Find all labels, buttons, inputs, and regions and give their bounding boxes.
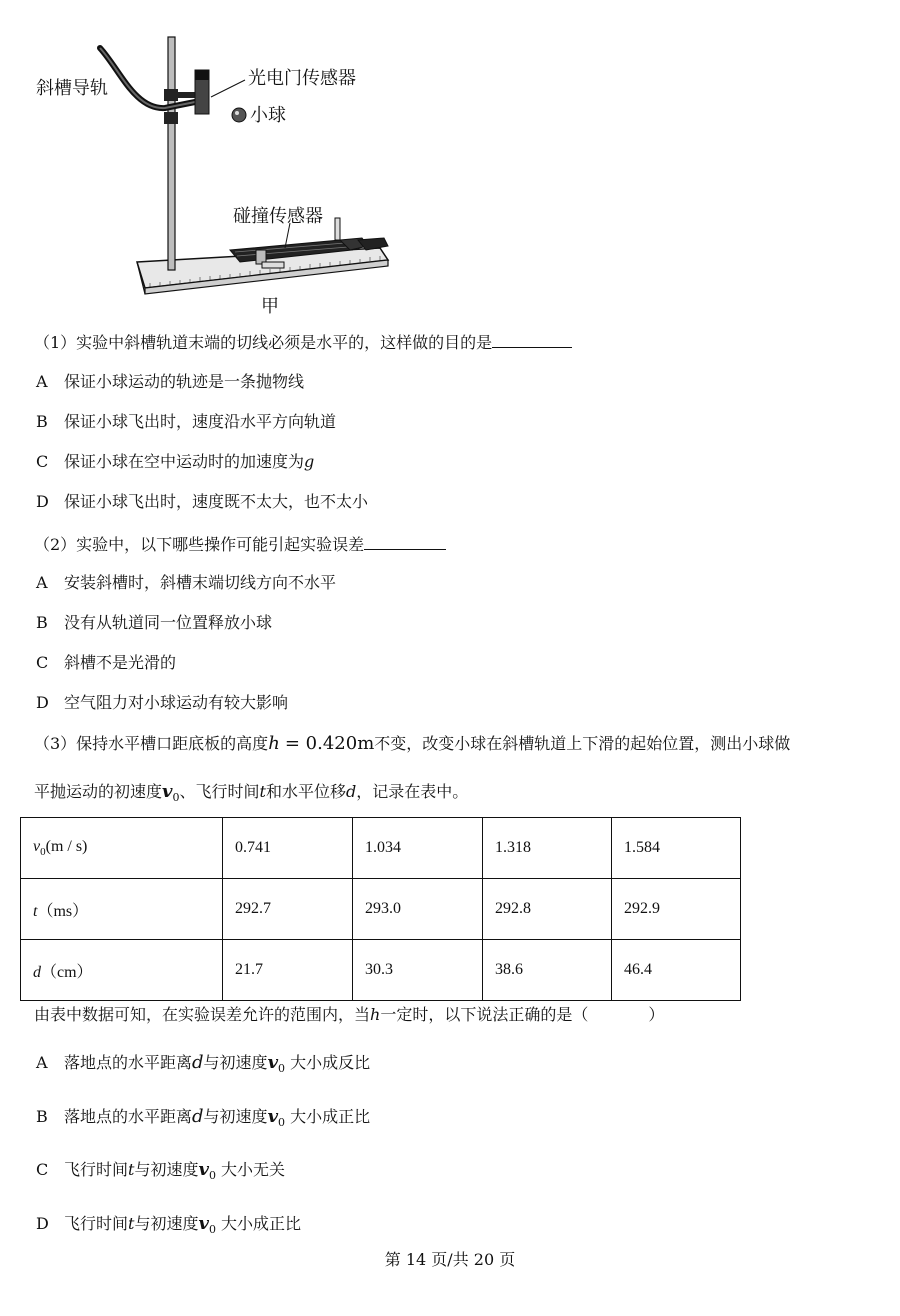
q2-stem: （2）实验中，以下哪些操作可能引起实验误差	[34, 533, 446, 556]
table-cell: 38.6	[483, 940, 612, 1001]
q3-option-a[interactable]: A 落地点的水平距离d与初速度$v_0$ 大小成反比	[36, 1052, 371, 1076]
q2-option-d[interactable]: D 空气阻力对小球运动有较大影响	[36, 693, 289, 712]
q3-conclusion: 由表中数据可知，在实验误差允许的范围内，当h一定时，以下说法正确的是（ ）	[34, 1005, 665, 1024]
q3-stem-line2: 平抛运动的初速度$v_0$、飞行时间t和水平位移d，记录在表中。	[34, 781, 469, 805]
q3-option-d[interactable]: D 飞行时间t与初速度$v_0$ 大小成正比	[36, 1213, 302, 1237]
table-row	[21, 940, 741, 1001]
q1-option-d[interactable]: D 保证小球飞出时，速度既不太大，也不太小	[36, 492, 369, 511]
label-rail: 斜槽导轨	[36, 78, 108, 99]
ball	[232, 108, 246, 122]
q1-option-a[interactable]: A 保证小球运动的轨迹是一条抛物线	[36, 372, 305, 391]
table-cell: 292.7	[223, 879, 353, 940]
table-cell: 46.4	[612, 940, 741, 1001]
q2-option-b[interactable]: B 没有从轨道同一位置释放小球	[36, 613, 273, 632]
q3-option-c[interactable]: C 飞行时间t与初速度$v_0$ 大小无关	[36, 1159, 286, 1183]
q3-option-b[interactable]: B 落地点的水平距离d与初速度$v_0$ 大小成正比	[36, 1106, 371, 1130]
table-cell: 1.584	[612, 818, 741, 879]
q1-option-b[interactable]: B 保证小球飞出时，速度沿水平方向轨道	[36, 412, 337, 431]
table-cell: 21.7	[223, 940, 353, 1001]
table-cell: 292.8	[483, 879, 612, 940]
table-row	[21, 879, 741, 940]
label-photogate: 光电门传感器	[248, 68, 356, 89]
table-cell: 292.9	[612, 879, 741, 940]
q2-option-c[interactable]: C 斜槽不是光滑的	[36, 653, 177, 672]
label-ball: 小球	[250, 105, 286, 126]
table-cell: 0.741	[223, 818, 353, 879]
q1-stem: （1）实验中斜槽轨道末端的切线必须是水平的，这样做的目的是	[34, 331, 572, 354]
table-cell: 1.034	[353, 818, 483, 879]
table-cell: 1.318	[483, 818, 612, 879]
table-row	[21, 818, 741, 879]
row-label-v: $v_0(m / s)$	[21, 818, 223, 879]
q1-answer-blank[interactable]	[492, 331, 572, 348]
q1-option-c[interactable]: C 保证小球在空中运动时的加速度为g	[36, 452, 315, 471]
q3-stem-line1: （3）保持水平槽口距底板的高度h = 0.420m不变，改变小球在斜槽轨道上下滑的起始位置，测出小球做	[34, 733, 791, 754]
apparatus-diagram	[0, 0, 420, 320]
table-cell: 293.0	[353, 879, 483, 940]
page-footer: 第 14 页/共 20 页	[384, 1250, 516, 1269]
table-cell: 30.3	[353, 940, 483, 1001]
slope-rail	[100, 48, 205, 108]
stand-rod	[168, 37, 175, 270]
q2-answer-blank[interactable]	[364, 533, 446, 550]
row-label-d: d（cm）	[21, 940, 223, 1001]
row-label-t: t（ms）	[21, 879, 223, 940]
q3-answer-blank[interactable]	[588, 1004, 648, 1020]
label-collision: 碰撞传感器	[233, 206, 323, 227]
diagram-caption: 甲	[261, 296, 279, 317]
data-table	[20, 817, 741, 1001]
q2-option-a[interactable]: A 安装斜槽时，斜槽末端切线方向不水平	[36, 573, 337, 592]
